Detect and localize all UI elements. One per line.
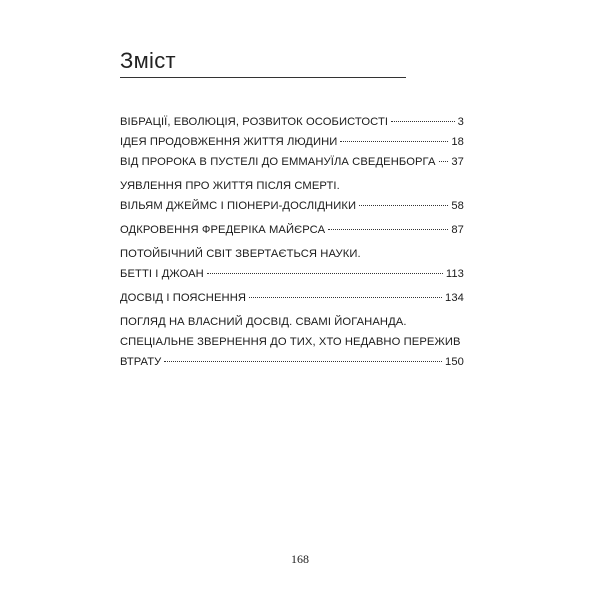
dot-leader bbox=[328, 229, 448, 230]
toc-entry-page: 18 bbox=[451, 136, 464, 148]
toc-entry-title-line: ПОТОЙБІЧНИЙ СВІТ ЗВЕРТАЄТЬСЯ НАУКИ. bbox=[120, 248, 361, 260]
toc-entry-title-line: ІДЕЯ ПРОДОВЖЕННЯ ЖИТТЯ ЛЮДИНИ bbox=[120, 136, 338, 148]
contents-heading: Зміст bbox=[120, 48, 176, 73]
toc-entry bbox=[120, 312, 464, 372]
toc-entry-page: 58 bbox=[451, 200, 464, 212]
toc-entry bbox=[120, 152, 464, 172]
dot-leader bbox=[164, 361, 442, 362]
toc-entry-title-line: СПЕЦІАЛЬНЕ ЗВЕРНЕННЯ ДО ТИХ, ХТО НЕДАВНО ПЕРЕЖИВ bbox=[120, 336, 461, 348]
toc-entry-page: 150 bbox=[445, 356, 464, 368]
dot-leader bbox=[207, 273, 443, 274]
toc-entry-title-line: ДОСВІД І ПОЯСНЕННЯ bbox=[120, 292, 247, 304]
toc-entry-leader-row bbox=[120, 132, 464, 152]
dot-leader bbox=[359, 205, 448, 206]
toc-entry-title-line: ПОГЛЯД НА ВЛАСНИЙ ДОСВІД. СВАМІ ЙОГАНАНДА. bbox=[120, 316, 407, 328]
toc-entry-leader-row bbox=[120, 288, 464, 308]
toc-entry-title-line: ВІЛЬЯМ ДЖЕЙМС І ПІОНЕРИ-ДОСЛІДНИКИ bbox=[120, 200, 357, 212]
toc-entry bbox=[120, 288, 464, 308]
toc-entry-page: 3 bbox=[457, 116, 464, 128]
dot-leader bbox=[439, 161, 449, 162]
page-number: 168 bbox=[291, 552, 309, 566]
toc-entry-title-line: ВІД ПРОРОКА В ПУСТЕЛІ ДО ЕММАНУЇЛА СВЕДЕНБОРГА bbox=[120, 156, 436, 168]
table-of-contents bbox=[120, 112, 464, 372]
toc-entry-title-line: ВІБРАЦІЇ, ЕВОЛЮЦІЯ, РОЗВИТОК ОСОБИСТОСТІ bbox=[120, 116, 389, 128]
heading-underline bbox=[120, 77, 406, 78]
toc-entry-leader-row bbox=[120, 196, 464, 216]
toc-entry bbox=[120, 220, 464, 240]
toc-entry-page: 134 bbox=[445, 292, 464, 304]
toc-entry bbox=[120, 176, 464, 216]
toc-entry-page: 113 bbox=[445, 268, 464, 280]
toc-entry bbox=[120, 132, 464, 152]
toc-entry-page: 87 bbox=[451, 224, 464, 236]
dot-leader bbox=[340, 141, 448, 142]
toc-entry-title-line: УЯВЛЕННЯ ПРО ЖИТТЯ ПІСЛЯ СМЕРТІ. bbox=[120, 180, 340, 192]
toc-entry bbox=[120, 112, 464, 132]
toc-entry-page: 37 bbox=[451, 156, 464, 168]
toc-entry bbox=[120, 244, 464, 284]
toc-entry-leader-row bbox=[120, 152, 464, 172]
toc-entry-title-line: ВТРАТУ bbox=[120, 356, 162, 368]
toc-entry-title-line: БЕТТІ І ДЖОАН bbox=[120, 268, 204, 280]
toc-entry-leader-row bbox=[120, 220, 464, 240]
toc-entry-title-line: ОДКРОВЕННЯ ФРЕДЕРІКА МАЙЄРСА bbox=[120, 224, 326, 236]
toc-entry-leader-row bbox=[120, 112, 464, 132]
toc-entry-leader-row bbox=[120, 352, 464, 372]
dot-leader bbox=[249, 297, 442, 298]
dot-leader bbox=[391, 121, 455, 122]
toc-entry-leader-row bbox=[120, 264, 464, 284]
